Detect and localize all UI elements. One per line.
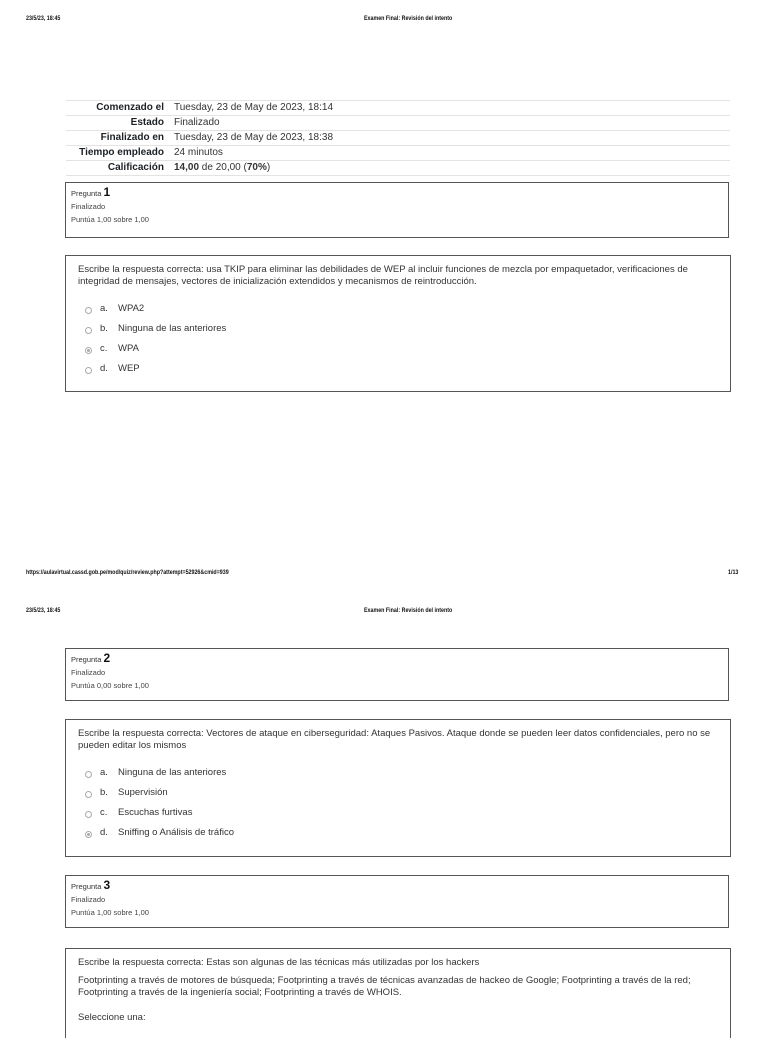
radio-button[interactable]	[85, 771, 92, 778]
answer-options	[78, 298, 718, 378]
grade-middle: de 20,00 (	[199, 162, 247, 173]
question-number: Pregunta 3	[71, 878, 111, 892]
question-1-info	[65, 182, 729, 238]
print-doc-title: Examen Final: Revisión del intento	[364, 15, 453, 22]
question-2-info	[65, 648, 729, 701]
answer-option[interactable]	[78, 298, 718, 318]
answer-option[interactable]	[78, 338, 718, 358]
question-text: Escribe la respuesta correcta: usa TKIP para eliminar las debilidades de WEP al incluir funciones de mezcla por empaquetador, verificaciones de integridad de mensajes, vectores de inicialización extendidos y mecanismos de reintroducción.	[78, 264, 688, 287]
question-3-info	[65, 875, 729, 928]
grade-end: )	[266, 162, 271, 173]
print-date: 23/5/23, 18:45	[26, 15, 61, 22]
radio-button-selected[interactable]	[85, 831, 92, 838]
answer-option[interactable]	[78, 822, 718, 842]
grade-value	[170, 161, 730, 176]
radio-button[interactable]	[85, 791, 92, 798]
attempt-summary-table	[66, 100, 730, 176]
option-letter: b.	[100, 786, 108, 798]
question-state: Finalizado	[71, 895, 106, 904]
answer-option[interactable]	[78, 762, 718, 782]
question-state: Finalizado	[71, 668, 106, 677]
option-text: Ninguna de las anteriores	[118, 322, 227, 334]
option-text: WPA2	[118, 302, 145, 314]
question-1-content	[65, 255, 731, 392]
print-footer-url: https://aulavirtual.cassd.gob.pe/mod/quiz/review.php?attempt=52926&cmid=939	[26, 569, 229, 576]
answer-option[interactable]	[78, 782, 718, 802]
option-letter: a.	[100, 302, 108, 314]
summary-row	[66, 116, 730, 131]
answer-options	[78, 762, 718, 842]
question-number: Pregunta 1	[71, 185, 111, 199]
radio-button[interactable]	[85, 327, 92, 334]
summary-label: Finalizado en	[66, 131, 170, 146]
select-one-prompt: Seleccione una:	[78, 1012, 146, 1023]
summary-row	[66, 146, 730, 161]
grade-score: 14,00	[174, 162, 200, 173]
option-text: WEP	[118, 362, 140, 374]
option-letter: b.	[100, 322, 108, 334]
summary-row	[66, 161, 730, 176]
question-mark: Puntúa 1,00 sobre 1,00	[71, 908, 149, 917]
option-text: Ninguna de las anteriores	[118, 766, 227, 778]
print-page-number: 1/13	[728, 569, 739, 576]
option-text: Sniffing o Análisis de tráfico	[118, 826, 235, 838]
question-mark: Puntúa 1,00 sobre 1,00	[71, 215, 149, 224]
answer-option[interactable]	[78, 802, 718, 822]
radio-button[interactable]	[85, 811, 92, 818]
question-state: Finalizado	[71, 202, 106, 211]
question-text: Escribe la respuesta correcta: Estas son algunas de las técnicas más utilizadas por los hackers	[78, 957, 480, 968]
option-letter: c.	[100, 342, 108, 354]
summary-value: 24 minutos	[170, 146, 730, 161]
radio-button[interactable]	[85, 307, 92, 314]
option-letter: d.	[100, 362, 108, 374]
question-3-content	[65, 948, 731, 1038]
question-2-content	[65, 719, 731, 857]
question-text-detail: Footprinting a través de motores de búsqueda; Footprinting a través de técnicas avanzadas de hackeo de Google; Footprinting a través de la red; Footprinting a través de la ingeniería social; Footprinting a través de WHOIS.	[78, 975, 691, 998]
summary-value: Tuesday, 23 de May de 2023, 18:38	[170, 131, 730, 146]
summary-row	[66, 101, 730, 116]
option-text: WPA	[118, 342, 139, 354]
summary-label: Estado	[66, 116, 170, 131]
summary-label: Comenzado el	[66, 101, 170, 116]
answer-option[interactable]	[78, 318, 718, 338]
question-text: Escribe la respuesta correcta: Vectores de ataque en ciberseguridad: Ataques Pasivos. Ataque donde se pueden leer datos confidenciales, pero no se pueden editar los mismos	[78, 728, 711, 751]
print-doc-title: Examen Final: Revisión del intento	[364, 607, 453, 614]
option-letter: c.	[100, 806, 108, 818]
summary-value: Tuesday, 23 de May de 2023, 18:14	[170, 101, 730, 116]
option-letter: d.	[100, 826, 108, 838]
print-date: 23/5/23, 18:45	[26, 607, 61, 614]
summary-label: Tiempo empleado	[66, 146, 170, 161]
grade-percent: 70%	[246, 162, 267, 173]
question-number: Pregunta 2	[71, 651, 111, 665]
option-text: Escuchas furtivas	[118, 806, 193, 818]
question-mark: Puntúa 0,00 sobre 1,00	[71, 681, 149, 690]
summary-label: Calificación	[66, 161, 170, 176]
option-letter: a.	[100, 766, 108, 778]
answer-option[interactable]	[78, 358, 718, 378]
option-text: Supervisión	[118, 786, 168, 798]
radio-button-selected[interactable]	[85, 347, 92, 354]
radio-button[interactable]	[85, 367, 92, 374]
summary-row	[66, 131, 730, 146]
summary-value: Finalizado	[170, 116, 730, 131]
